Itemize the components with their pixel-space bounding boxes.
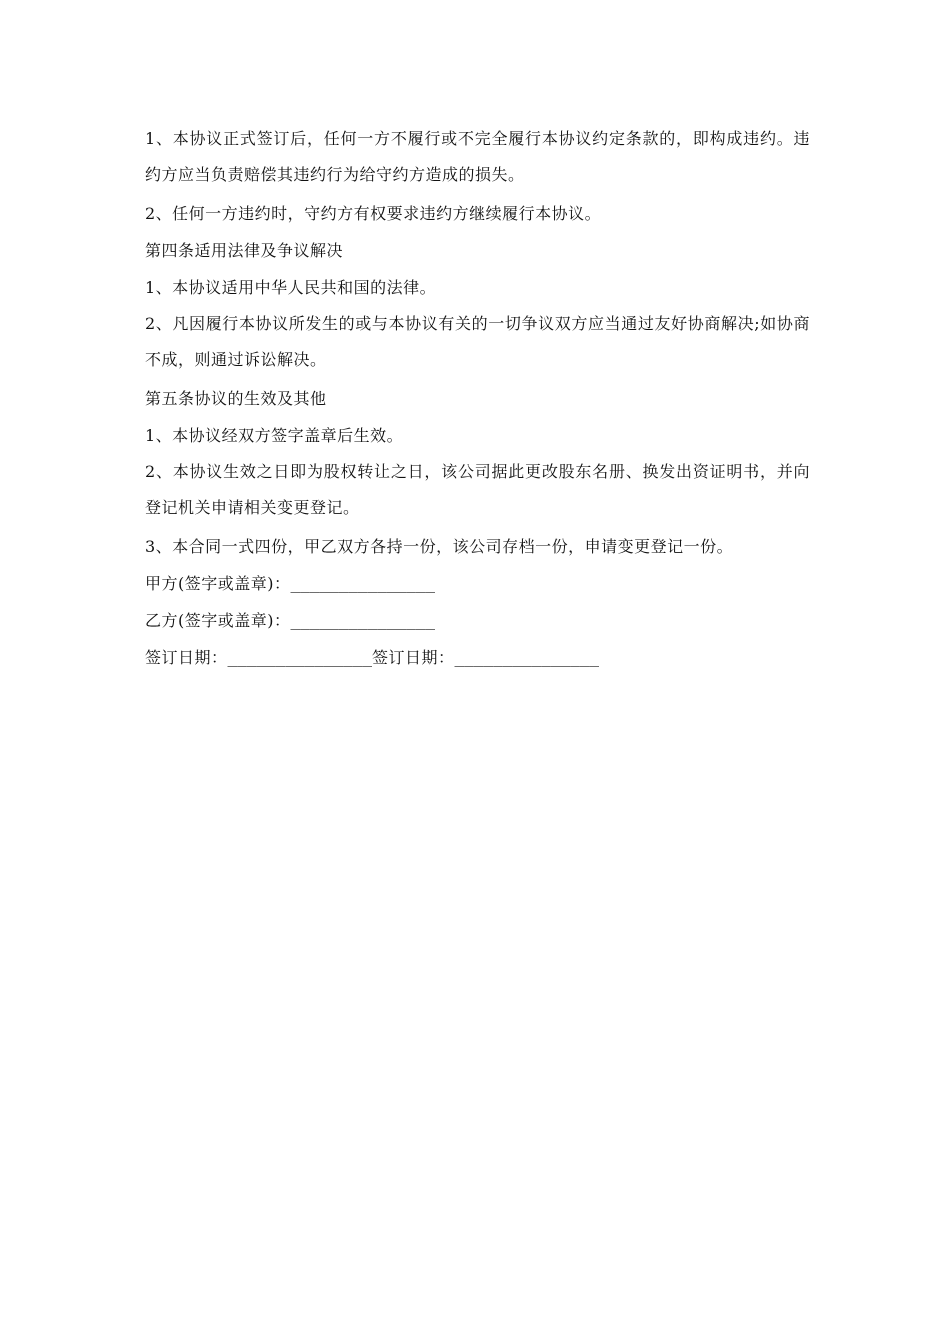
article-four-heading: 第四条适用法律及争议解决 xyxy=(145,241,344,260)
clause-equity-transfer-date: 2、本协议生效之日即为股权转让之日，该公司据此更改股东名册、换发出资证明书，并向登记机关申请相关变更登记。 xyxy=(145,462,810,517)
clause-dispute-resolution: 2、凡因履行本协议所发生的或与本协议有关的一切争议双方应当通过友好协商解决;如协商不成，则通过诉讼解决。 xyxy=(145,314,810,369)
signing-date-blank-1: _______________ xyxy=(227,648,373,667)
signing-date-row xyxy=(145,639,810,676)
clause-effective: 1、本协议经双方签字盖章后生效。 xyxy=(145,426,404,445)
party-b-label: 乙方(签字或盖章)： xyxy=(145,611,291,630)
party-a-label: 甲方(签字或盖章)： xyxy=(145,574,291,593)
party-b-signature-blank: _______________ xyxy=(290,611,435,630)
clause-applicable-law: 1、本协议适用中华人民共和国的法律。 xyxy=(145,278,437,297)
clause-continue-performance: 2、任何一方违约时，守约方有权要求违约方继续履行本协议。 xyxy=(145,204,602,223)
party-b-signature-row xyxy=(145,602,810,639)
signing-date-label-2: 签订日期： xyxy=(372,648,455,667)
clause-copies: 3、本合同一式四份，甲乙双方各持一份，该公司存档一份，申请变更登记一份。 xyxy=(145,537,734,556)
clause-breach-paragraph: 1、本协议正式签订后，任何一方不履行或不完全履行本协议约定条款的，即构成违约。违约方应当负责赔偿其违约行为给守约方造成的损失。 xyxy=(145,129,810,184)
signing-date-blank-2: _______________ xyxy=(454,648,600,667)
document-body xyxy=(145,121,810,676)
party-a-signature-blank: _______________ xyxy=(290,574,435,593)
signing-date-label-1: 签订日期： xyxy=(145,648,228,667)
party-a-signature-row xyxy=(145,565,810,602)
article-five-heading: 第五条协议的生效及其他 xyxy=(145,389,327,408)
